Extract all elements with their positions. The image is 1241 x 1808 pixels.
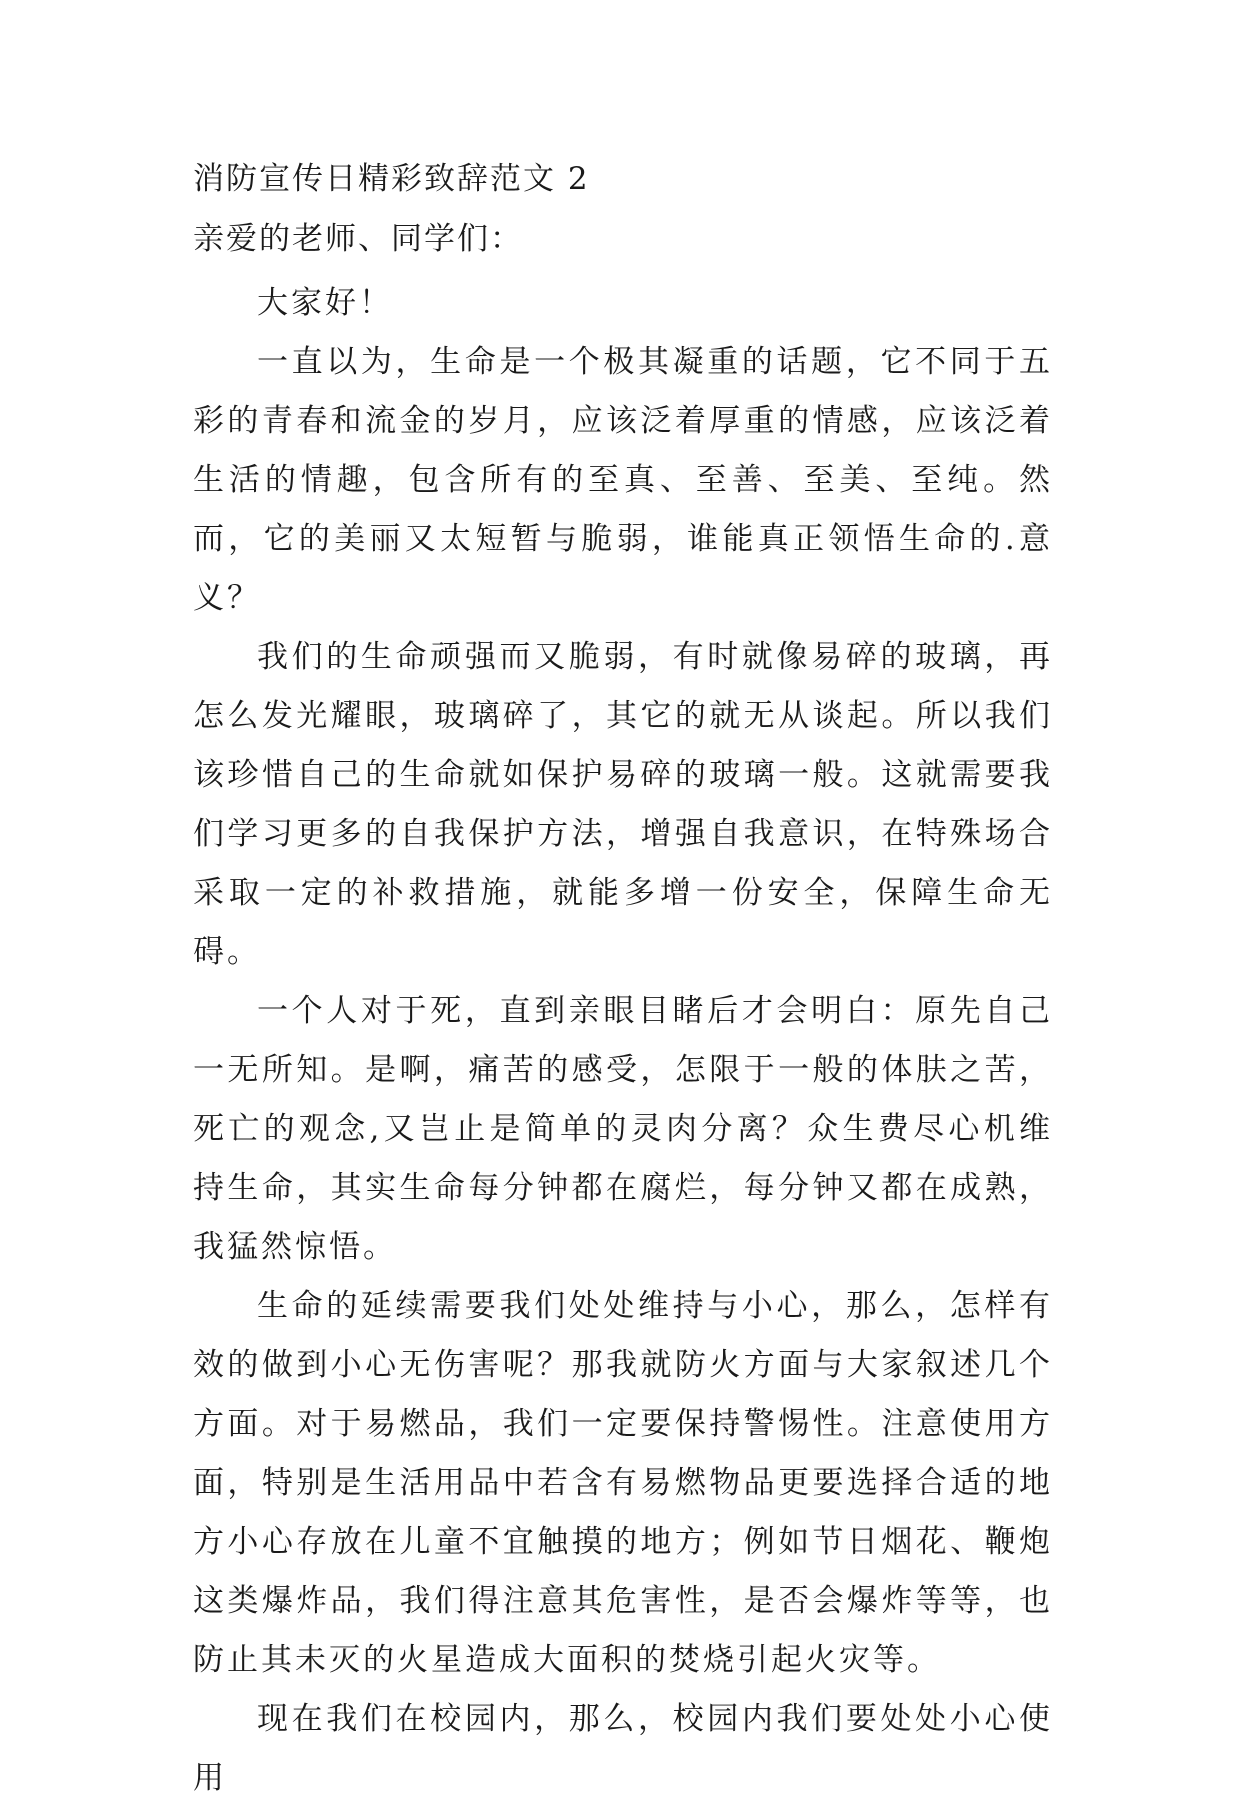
salutation: 亲爱的老师、同学们：	[193, 221, 523, 257]
paragraph-greeting: 大家好！	[257, 285, 393, 321]
paragraph: 一个人对于死，直到亲眼目睹后才会明白：原先自己一无所知。是啊，痛苦的感受，怎限于一般的体肤之苦，死亡的观念,又岂止是简单的灵肉分离？众生费尽心机维持生命，其实生命每分钟都在腐烂，每分钟又都在成熟，我猛然惊悟。	[193, 993, 1053, 1265]
paragraph: 现在我们在校园内，那么，校园内我们要处处小心使用	[193, 1701, 1053, 1796]
paragraph: 我们的生命顽强而又脆弱，有时就像易碎的玻璃，再怎么发光耀眼，玻璃碎了，其它的就无从谈起。所以我们该珍惜自己的生命就如保护易碎的玻璃一般。这就需要我们学习更多的自我保护方法，增强自我意识，在特殊场合采取一定的补救措施，就能多增一份安全，保障生命无碍。	[193, 639, 1053, 970]
paragraph: 一直以为，生命是一个极其凝重的话题，它不同于五彩的青春和流金的岁月，应该泛着厚重的情感，应该泛着生活的情趣，包含所有的至真、至善、至美、至纯。然而，它的美丽又太短暂与脆弱，谁能真正领悟生命的.意义？	[193, 344, 1053, 616]
document-title: 消防宣传日精彩致辞范文 2	[193, 161, 590, 197]
paragraph: 生命的延续需要我们处处维持与小心，那么，怎样有效的做到小心无伤害呢？那我就防火方面与大家叙述几个方面。对于易燃品，我们一定要保持警惕性。注意使用方面，特别是生活用品中若含有易燃物品更要选择合适的地方小心存放在儿童不宜触摸的地方；例如节日烟花、鞭炮这类爆炸品，我们得注意其危害性，是否会爆炸等等，也防止其未灭的火星造成大面积的焚烧引起火灾等。	[193, 1288, 1053, 1678]
document-page	[193, 160, 1053, 1808]
